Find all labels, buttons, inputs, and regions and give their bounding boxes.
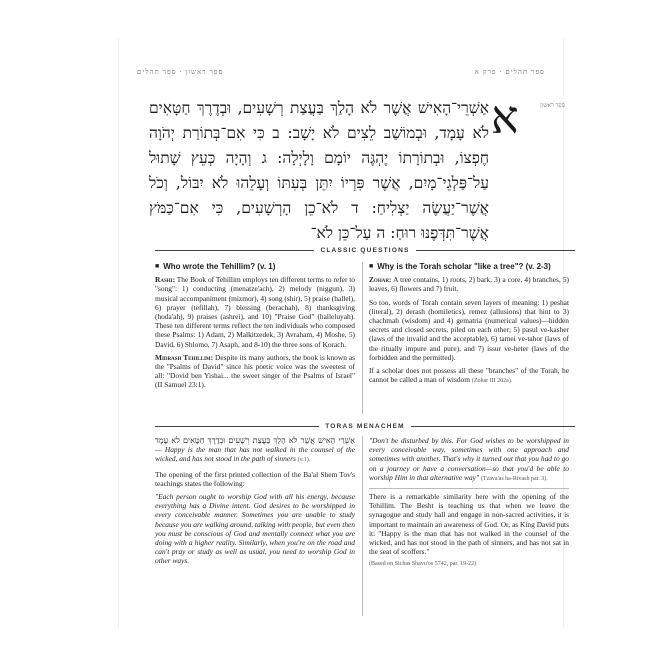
source-lead: Rashi: [155, 275, 176, 285]
header-rule [411, 426, 575, 427]
classic-questions-header [155, 244, 575, 256]
running-head-right: ספר ראשון · ספר תהלים [137, 68, 224, 76]
dropcap-letter: א [491, 90, 519, 144]
section-title: CLASSIC QUESTIONS [320, 246, 410, 254]
paragraph: So too, words of Torah contain seven layers of meaning: 1) peshat (literal), 2) derash (homiletics), remez (allusions) that hint to 3) chachmah (wisdom) and 4) gematria (numerical values)—hidden secrets and closed secrets, piled on each other; 5) pasul ve-kasher (laws of the invalid and the acceptable), 6) tamei ve-tahor (laws of the ritually impure and pure), and 7) issur ve-heter (laws of the forbidden and the permitted). [369, 297, 569, 362]
column-divider [362, 436, 363, 616]
classic-questions-right-column [369, 262, 569, 390]
paragraph: If a scholar does not possess all these "branches" of the Torah, he cannot be called a man of wisdom (Zohar III 202a). [369, 366, 569, 385]
separator [369, 488, 569, 489]
source-note: (Based on Sichas Shavu'os 5742, par. 19-22) [369, 561, 477, 568]
bullet-icon: ■ [155, 263, 160, 270]
paragraph: "Each person ought to worship God with all his energy, because everything has a Divine intent. God desires to be worshipped in every conceivable manner. Sometimes you are unable to study because you are walking around, talking with people, but even then you must be conscious of God and mentally connect what you are doing with a higher reality. Similarly, when you're on the road and can't pray or study as well as usual, you need to worship God in other ways. [155, 492, 355, 566]
hebrew-verse: אַשְׁרֵי־הָאִישׁ אֲשֶׁר לֹא הָלַךְ בַּעֲצַת רְשָׁעִים, וּבְדֶרֶךְ חַטָּאִים לֹא עָמָד, וּבְמוֹשַׁב לֵצִים לֹא יָשָׁב: ב כִּי אִם־בְּתוֹרַת יְהֹוָה חֶפְצוֹ, וּבְתוֹרָתוֹ יֶהְגֶּה יוֹמָם וָלָיְלָה: ג וְהָיָה כְּעֵץ שָׁתוּל עַל־פַּלְגֵי־מָיִם, אֲשֶׁר פִּרְיוֹ יִתֵּן בְּעִתּוֹ וְעָלֵהוּ לֹא יִבּוֹל, וְכֹל אֲשֶׁר־יַעֲשֶׂה יַצְלִיחַ: ד לֹא־כֵן הָרְשָׁעִים, כִּי אִם־כַּמֹּץ אֲשֶׁר־תִּדְּפֶנּוּ רוּחַ: ה עַל־כֵּן לֹא־ [149, 99, 489, 242]
header-rule [155, 250, 314, 251]
paragraph: Rashi: The Book of Tehillim employs ten different terms to refer to "song": 1) conducting (menatze'ach), 2) melody (niggun), 3) musical accompaniment (mizmor), 4) song (shir), 5) praise (hallel), 6) prayer (tefillah), 7) blessing (berachah), 8) thanksgiving (hoda'ah), 9) praises (ashrei), and 10) "Praise God" (halleluyah). These ten different terms reflect the ten individuals who composed these Psalms: 1) Adam, 2) Malkitzedek, 3) Avraham, 4) Moshe, 5) David, 6) Shlomo, 7) Asaph, and 8-10) the three sons of Korach. [155, 275, 356, 349]
classic-questions-left-column [155, 262, 355, 394]
book-page [118, 38, 569, 628]
bullet-icon: ■ [369, 263, 374, 270]
quote-paragraph: אַשְׁרֵי הָאִישׁ אֲשֶׁר לֹא הָלַךְ בַּעֲצַת רְשָׁעִים וּבְדֶרֶךְ חַטָּאִים לֹא עָמָד — Happy is the man that has not walked in the counsel of the wicked, and has not stood in the path of sinners (v.1). [155, 436, 355, 464]
section-title: TORAS MENACHEM [325, 422, 405, 430]
toras-menachem-right-column [369, 436, 569, 574]
source-lead: Midrash Tehillim: [155, 352, 214, 362]
source-lead: Zohar: [369, 275, 392, 285]
paragraph: The opening of the first printed collection of the Ba'al Shem Tov's teachings states the following: [155, 469, 355, 488]
running-head [137, 68, 545, 76]
hebrew-quote: אַשְׁרֵי הָאִישׁ אֲשֶׁר לֹא הָלַךְ בַּעֲצַת רְשָׁעִים וּבְדֶרֶךְ חַטָּאִים לֹא עָמָד [155, 436, 355, 445]
toras-menachem-left-column [155, 436, 355, 570]
question-title: ■ Who wrote the Tehillim? (v. 1) [155, 262, 276, 271]
column-divider [362, 262, 363, 414]
running-head-left: ספר תהלים · פרק א [474, 68, 545, 76]
header-rule [416, 250, 575, 251]
paragraph: Zohar: A tree contains, 1) roots, 2) bark, 3) a core, 4) branches, 5) leaves, 6) flowers and 7) fruit. [369, 275, 569, 294]
paragraph: "Don't be disturbed by this. For God wishes to be worshipped in every conceivable way, sometimes with one approach and sometimes with another. That's why it turned out that you had to go on a journey or have a conversation—so that you'd be able to worship Him in that alternative way" (Tzava'as ha-Rivash par. 3). [369, 436, 569, 482]
paragraph: There is a remarkable similarity here with the opening of the Tehillim. The Besht is teaching us that when we leave the synagogue and study hall and engage in non-sacred activities, it is important to maintain an awareness of God. Or, as King David puts it: "Happy is the man that has not walked in the counsel of the wicked, and has not stood in the path of sinners, and has not sat in the seat of scoffers." [369, 492, 569, 557]
header-rule [155, 426, 319, 427]
side-note: ספר ראשון [540, 103, 565, 109]
paragraph: Midrash Tehillim: Despite its many authors, the book is known as the "Psalms of David" since his poetic voice was the sweetest of all: "Dovid ben Yishai... the sweet singer of the Psalms of Israel" (II Samuel 23:1). [155, 352, 355, 390]
question-title: ■ Why is the Torah scholar "like a tree"? (v. 2-3) [369, 262, 551, 271]
toras-menachem-header [155, 420, 575, 432]
